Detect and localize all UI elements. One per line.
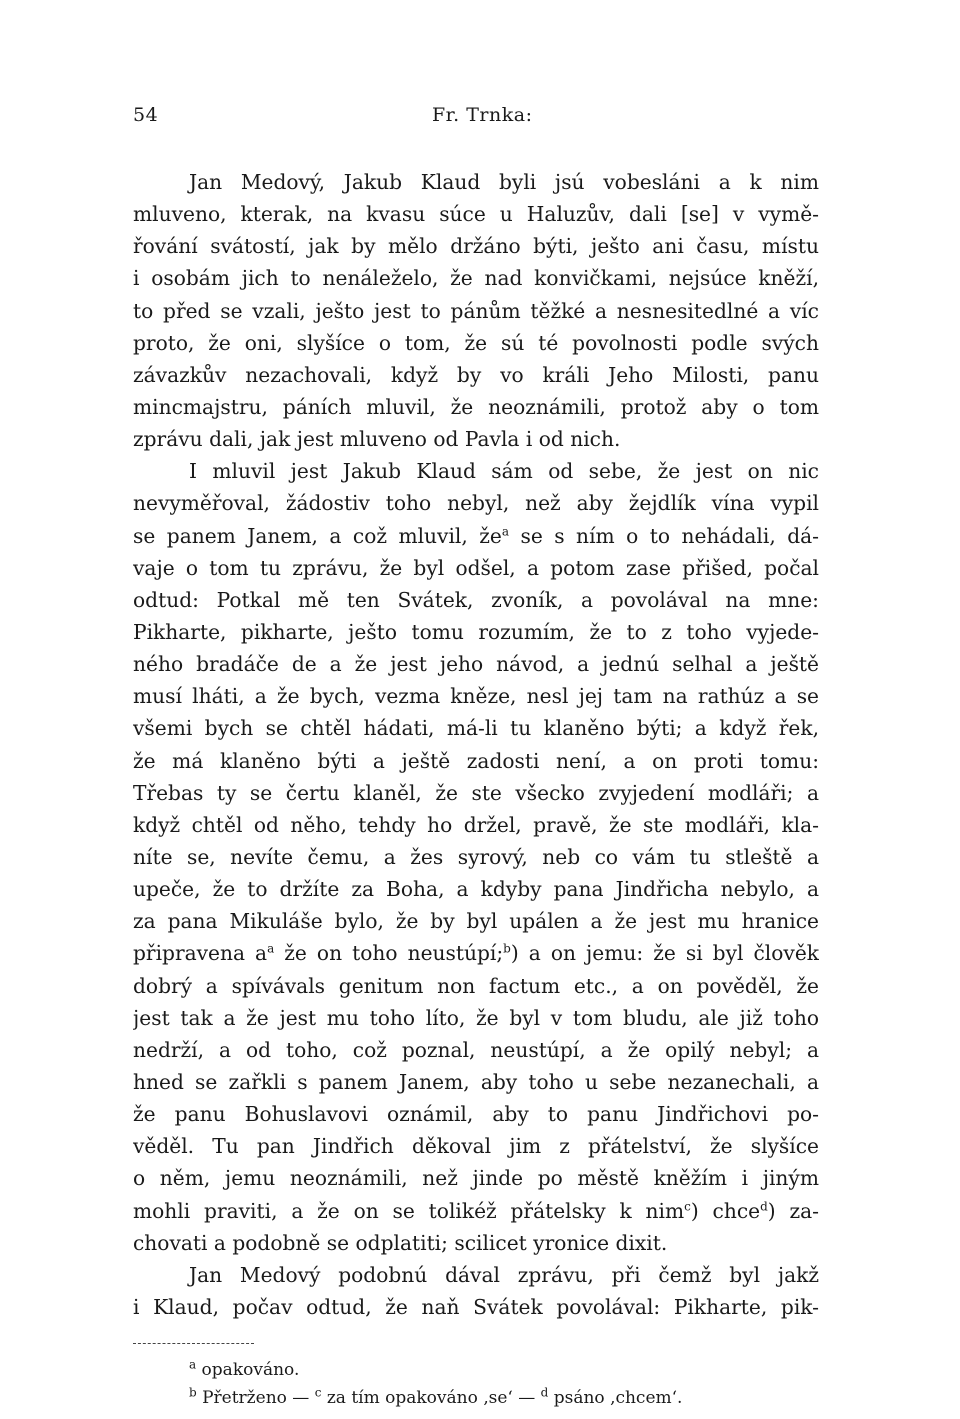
line-text: připravena a	[133, 941, 268, 966]
text-line: chovati a podobně se odplatiti; scilicet yronice dixit.	[133, 1230, 668, 1255]
running-head: Fr. Trnka:	[432, 104, 533, 126]
text-line: Třebas ty se čertu klaněl, že ste všecko zvyjedení modláři; a	[133, 780, 819, 805]
line-text: ) za-	[767, 1198, 819, 1223]
line-text: že on toho neustúpí;	[274, 941, 504, 966]
text-line: za pana Mikuláše bylo, že by byl upálen a že jest mu hranice	[133, 909, 819, 934]
text-line: ného bradáče de a že jest jeho návod, a jednú selhal a ještě	[133, 652, 819, 677]
text-line: proto, že oni, slyšíce o tom, že sú té povolnosti podle svých	[133, 330, 819, 355]
text-line: vaje o tom tu zprávu, že byl odšel, a potom zase přišed, počal	[133, 555, 819, 580]
text-line: mluveno, kterak, na kvasu súce u Haluzův, dali [se] v vymě-	[133, 202, 819, 227]
footnote-marker: c	[314, 1385, 322, 1400]
footnote-marker: b	[189, 1385, 197, 1400]
text-line: i Klaud, počav odtud, že naň Svátek povolával: Pikharte, pik-	[133, 1294, 819, 1319]
text-line: Jan Medový, Jakub Klaud byli jsú vobesláni a k nim	[189, 170, 819, 194]
line-text: se panem Janem, a což mluvil, že	[133, 523, 502, 548]
paragraph	[133, 455, 819, 1259]
text-line: o něm, jemu neoznámili, než jinde po městě kněžím i jiným	[133, 1166, 819, 1191]
paragraph	[133, 166, 819, 455]
text-line: i osobám jich to nenáleželo, že nad konvičkami, nejsúce kněží,	[133, 266, 819, 291]
text-line: to před se vzali, ješto jest to pánům těžké a nesnesitedlné a víc	[133, 298, 819, 323]
text-line: upeče, že to držíte za Boha, a kdyby pana Jindřicha nebylo, a	[133, 877, 819, 902]
body-text	[133, 166, 819, 1323]
footnote-marker: b	[503, 941, 511, 956]
text-line: závazkův nezachovali, když by vo králi Jeho Milosti, panu	[133, 362, 819, 387]
text-line: I mluvil jest Jakub Klaud sám od sebe, že jest on nic	[189, 459, 819, 484]
footnote-marker: a	[189, 1357, 197, 1372]
text-line: Pikharte, pikharte, ješto tomu rozumím, že to z toho vyjede-	[133, 619, 819, 644]
page-number: 54	[133, 104, 159, 126]
footnote	[189, 1356, 819, 1384]
text-line: řování svátostí, jak by mělo držáno býti, ješto ani času, místu	[133, 234, 819, 259]
footnote-marker: d	[760, 1198, 768, 1213]
footnote-marker: d	[540, 1385, 549, 1400]
text-line: mincmajstru, páních mluvil, že neoznámili, protož aby o tom	[133, 394, 819, 419]
line-text: se s ním o to nehádali, dá-	[509, 523, 819, 548]
text-line: odtud: Potkal mě ten Svátek, zvoník, a povolával na mne:	[133, 587, 819, 612]
text-line: nevyměřoval, žádostiv toho nebyl, než aby žejdlík vína vypil	[133, 491, 819, 516]
text-line: jest tak a že jest mu toho líto, že byl v tom bludu, ale již toho	[133, 1005, 819, 1030]
footnote-text: psáno ‚chcem‘.	[548, 1388, 683, 1409]
text-line: že panu Bohuslavovi oznámil, aby to panu Jindřichovi po-	[133, 1102, 819, 1127]
footnote-separator	[133, 1343, 254, 1344]
footnote-marker: a	[501, 523, 509, 538]
text-line	[133, 937, 819, 969]
text-line: nedrží, a od toho, což poznal, neustúpí, a že opilý nebyl; a	[133, 1037, 819, 1062]
text-line: musí lháti, a že bych, vezma kněze, nesl jej tam na rathúz a se	[133, 684, 819, 709]
footnotes	[133, 1356, 819, 1412]
text-line: níte se, nevíte čemu, a žes syrový, neb co vám tu stleště a	[133, 844, 819, 869]
footnote-marker: c	[684, 1198, 691, 1213]
text-line: dobrý a spívávals genitum non factum etc., a on pověděl, že	[133, 973, 819, 998]
footnote-marker: a	[267, 941, 275, 956]
footnote-text: Přetrženo —	[196, 1388, 315, 1409]
footnote	[189, 1384, 819, 1412]
text-line: že má klaněno býti a ještě zadosti není, a on proti tomu:	[133, 748, 819, 773]
footnote-text: za tím opakováno ‚se‘ —	[321, 1388, 541, 1409]
text-line: zprávu dali, jak jest mluveno od Pavla i od nich.	[133, 427, 621, 452]
text-line: věděl. Tu pan Jindřich děkoval jim z přátelství, že slyšíce	[133, 1134, 819, 1159]
text-line: všemi bych se chtěl hádati, má-li tu klaněno býti; a když řek,	[133, 716, 819, 741]
book-page	[133, 96, 819, 1412]
page-header	[133, 96, 819, 132]
text-line	[133, 1195, 819, 1227]
text-line: hned se zařkli s panem Janem, aby toho u sebe nezanechali, a	[133, 1069, 819, 1094]
footnote-text: opakováno.	[196, 1360, 300, 1381]
line-text: ) a on jemu: že si byl člověk	[510, 941, 819, 966]
text-line: Jan Medový podobnú dával zprávu, při čemž byl jakž	[189, 1262, 819, 1287]
text-line: když chtěl od něho, tehdy ho držel, pravě, že ste modláři, kla-	[133, 812, 819, 837]
paragraph	[133, 1259, 819, 1323]
line-text: mohli praviti, a že on se tolikéž přátelsky k nim	[133, 1198, 685, 1223]
text-line	[133, 520, 819, 552]
line-text: ) chce	[690, 1198, 761, 1223]
